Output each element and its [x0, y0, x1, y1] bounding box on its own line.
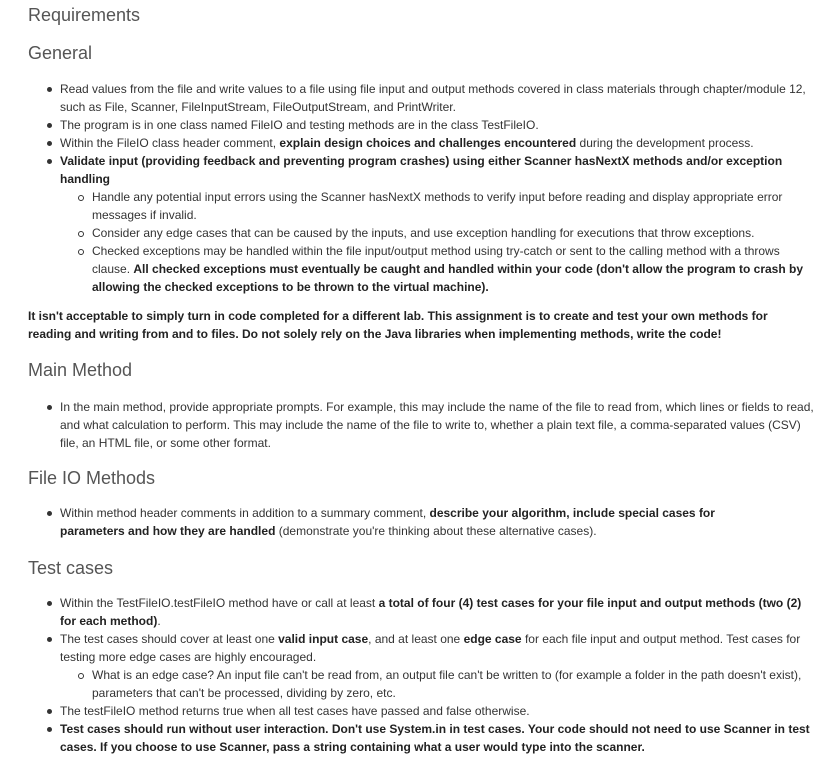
test-item-2-bold-1: valid input case	[278, 632, 369, 646]
general-item-1-text: Read values from the file and write values to a file using file input and output methods covered in class materials through chapter/module 12, such as File, Scanner, FileInputStream, FileOutputStream, and PrintWriter.	[60, 82, 806, 114]
test-item-3-text: The testFileIO method returns true when all test cases have passed and false otherwise.	[60, 704, 530, 718]
test-item-2-text: The test cases should cover at least one	[60, 632, 279, 646]
list-item	[28, 594, 814, 630]
file-io-item-bold: describe your algorithm, include special cases for parameters and how they are handled	[60, 506, 715, 538]
test-sub-item-text: What is an edge case? An input file can't be read from, an output file can't be written to (for example a folder in the path doesn't exist), parameters that can't be processed, dividing by zero, etc.	[92, 668, 802, 700]
test-cases-heading: Test cases	[28, 558, 114, 578]
general-item-4-bold: Validate input (providing feedback and preventing program crashes) using either Scanner hasNextX methods and/or exception handling	[60, 154, 783, 186]
main-method-list	[28, 398, 814, 452]
edge-case-sublist	[60, 666, 814, 702]
sub-list-item	[28, 666, 814, 702]
list-item	[28, 398, 814, 452]
list-item	[28, 630, 814, 702]
file-io-item-text: Within method header comments in addition to a summary comment,	[60, 506, 430, 520]
test-item-2-mid: , and at least one	[368, 632, 464, 646]
test-item-2-post: for each file input and output method. Test cases for testing more edge cases are highly encouraged.	[60, 632, 801, 664]
file-io-item-post: (demonstrate you're thinking about these alternative cases).	[275, 524, 597, 538]
test-item-4-bold: Test cases should run without user interaction. Don't use System.in in test cases. Your code should not need to use Scanner in test cases. If you choose to use Scanner, pass a string containing what a user would type into the scanner.	[60, 722, 810, 754]
list-item	[28, 80, 814, 116]
test-item-1-bold: a total of four (4) test cases for your file input and output methods (two (2) for each method)	[60, 596, 802, 628]
general-item-3-post: during the development process.	[576, 136, 754, 150]
test-item-2-bold-2: edge case	[463, 632, 522, 646]
list-item	[28, 152, 814, 296]
sub-item-2-text: Consider any edge cases that can be caused by the inputs, and use exception handling for executions that throw exceptions.	[92, 226, 755, 240]
sub-list-item	[28, 224, 814, 242]
sub-list-item	[28, 188, 814, 224]
list-item	[28, 504, 748, 540]
test-cases-list	[28, 594, 814, 756]
general-heading: General	[28, 43, 93, 63]
file-io-methods-heading: File IO Methods	[28, 468, 156, 488]
sub-item-3-bold: All checked exceptions must eventually be caught and handled within your code (don't allow the program to crash by allowing the checked exceptions to be thrown to the virtual machine).	[92, 262, 803, 294]
validation-sublist	[60, 188, 814, 296]
sub-item-1-text: Handle any potential input errors using the Scanner hasNextX methods to verify input before reading and display appropriate error messages if invalid.	[92, 190, 783, 222]
test-item-1-post: .	[157, 614, 161, 628]
main-method-heading: Main Method	[28, 360, 133, 380]
list-item	[28, 702, 814, 720]
sub-list-item	[28, 242, 814, 296]
warning-paragraph: It isn't acceptable to simply turn in code completed for a different lab. This assignment is to create and test your own methods for reading and writing from and to files. Do not solely rely on the Java libraries when implementing methods, write the code!	[28, 309, 768, 341]
list-item	[28, 720, 814, 756]
general-item-2-text: The program is in one class named FileIO and testing methods are in the class TestFileIO.	[60, 118, 539, 132]
sub-item-3-text: Checked exceptions may be handled within the file input/output method using try-catch or sent to the calling method with a throws clause.	[92, 244, 780, 276]
file-io-list	[28, 504, 748, 540]
general-item-3-bold: explain design choices and challenges encountered	[279, 136, 577, 150]
test-item-1-text: Within the TestFileIO.testFileIO method have or call at least	[60, 596, 379, 610]
requirements-heading: Requirements	[28, 5, 141, 25]
list-item	[28, 134, 814, 152]
list-item	[28, 116, 814, 134]
general-item-3-text: Within the FileIO class header comment,	[60, 136, 280, 150]
general-list	[28, 80, 814, 296]
main-method-item-text: In the main method, provide appropriate prompts. For example, this may include the name of the file to read from, which lines or fields to read, and what calculation to perform. This may include the name of the file to write to, whether a plain text file, a comma-separated values (CSV) file, an HTML file, or some other format.	[60, 400, 814, 450]
